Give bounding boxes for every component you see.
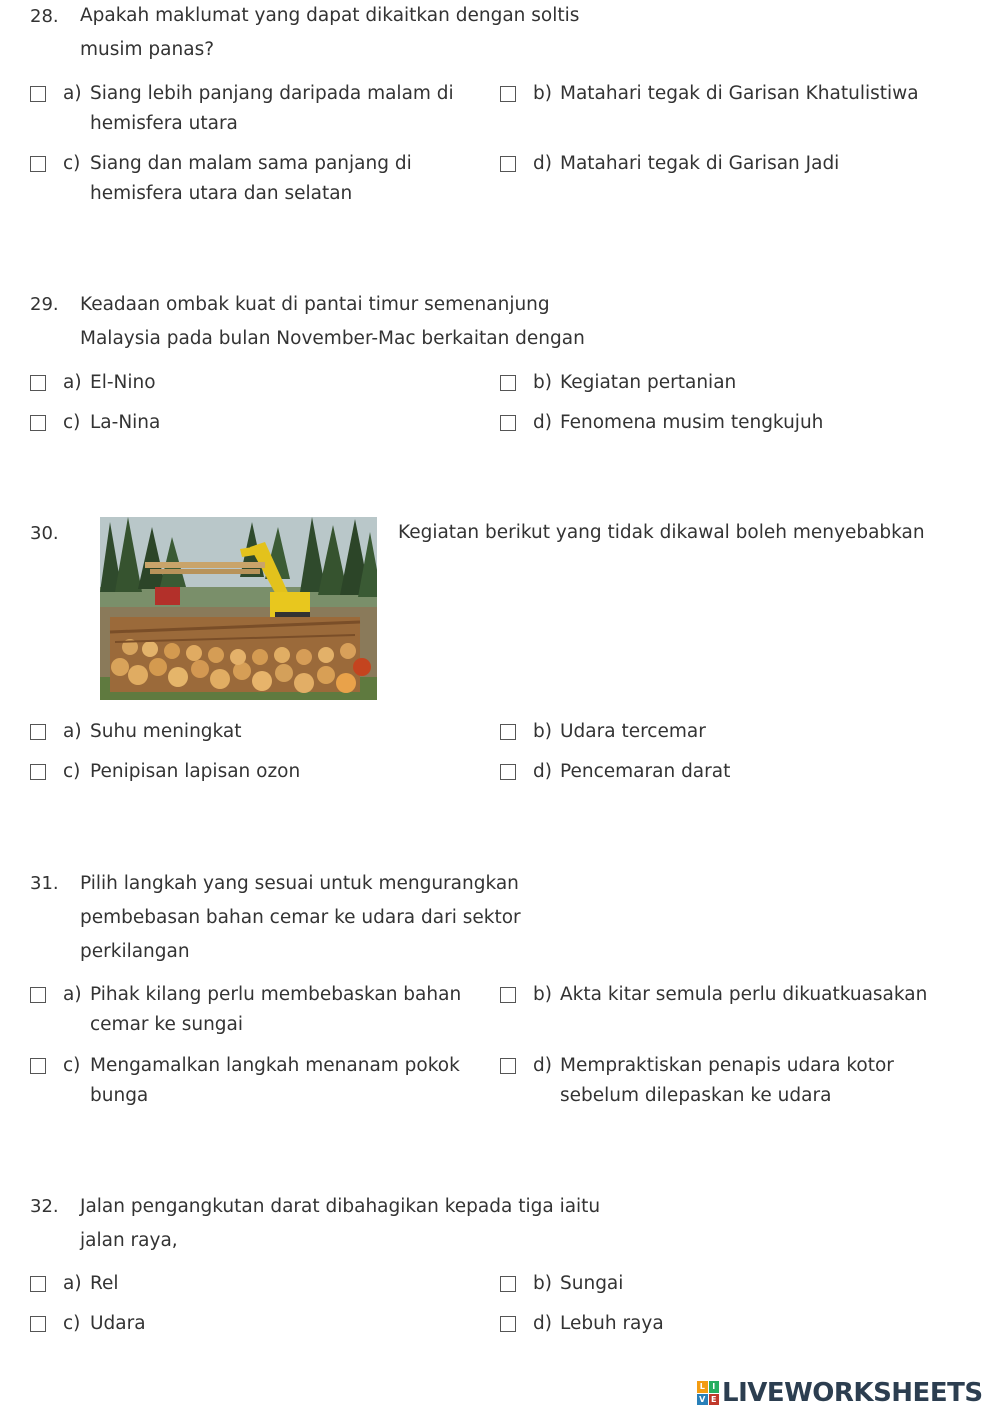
option-text: hemisfera utara dan selatan (90, 183, 353, 204)
logging-photo (100, 517, 377, 700)
question-number: 29. (30, 294, 59, 315)
option-text: Siang lebih panjang daripada malam di (90, 83, 454, 104)
question-text-line: Jalan pengangkutan darat dibahagikan kepada tiga iaitu (80, 1196, 601, 1217)
option-letter: c) (63, 761, 81, 782)
question-number: 31. (30, 873, 59, 894)
question-text-line: Pilih langkah yang sesuai untuk mengurangkan (80, 873, 519, 894)
option-letter: d) (533, 1313, 552, 1334)
option-letter: a) (63, 984, 82, 1005)
logo-text: LIVEWORKSHEETS (722, 1378, 983, 1408)
option-text: El-Nino (90, 372, 156, 393)
checkbox[interactable] (30, 86, 46, 102)
option-letter: b) (533, 372, 552, 393)
checkbox[interactable] (500, 724, 516, 740)
option-letter: a) (63, 1273, 82, 1294)
option-text: Mempraktiskan penapis udara kotor (560, 1055, 894, 1076)
option-text: Siang dan malam sama panjang di (90, 153, 412, 174)
option-text: Pihak kilang perlu membebaskan bahan (90, 984, 462, 1005)
option-text: bunga (90, 1085, 149, 1106)
liveworksheets-logo-icon (697, 1381, 719, 1405)
question-number: 30. (30, 523, 59, 544)
checkbox[interactable] (500, 1276, 516, 1292)
option-text: Matahari tegak di Garisan Jadi (560, 153, 840, 174)
question-text-line: Malaysia pada bulan November-Mac berkaitan dengan (80, 328, 585, 349)
question-text-line: musim panas? (80, 39, 215, 60)
question-text-line: perkilangan (80, 941, 190, 962)
option-letter: b) (533, 984, 552, 1005)
option-text: La-Nina (90, 412, 161, 433)
option-text: Lebuh raya (560, 1313, 664, 1334)
checkbox[interactable] (500, 156, 516, 172)
option-text: Kegiatan pertanian (560, 372, 737, 393)
option-letter: a) (63, 372, 82, 393)
checkbox[interactable] (30, 156, 46, 172)
logo-mark-letter: I (709, 1381, 720, 1393)
logo-mark-letter: L (697, 1381, 708, 1393)
option-letter: d) (533, 153, 552, 174)
checkbox[interactable] (30, 375, 46, 391)
option-text: Akta kitar semula perlu dikuatkuasakan (560, 984, 928, 1005)
checkbox[interactable] (30, 724, 46, 740)
option-letter: c) (63, 1055, 81, 1076)
option-text: Udara (90, 1313, 146, 1334)
option-text: Suhu meningkat (90, 721, 242, 742)
option-text: cemar ke sungai (90, 1014, 244, 1035)
checkbox[interactable] (500, 415, 516, 431)
option-letter: c) (63, 1313, 81, 1334)
checkbox[interactable] (500, 86, 516, 102)
option-letter: b) (533, 1273, 552, 1294)
logo-mark-letter: V (697, 1394, 708, 1406)
option-text: Sungai (560, 1273, 624, 1294)
checkbox[interactable] (30, 415, 46, 431)
option-letter: c) (63, 153, 81, 174)
question-text-line: jalan raya, (80, 1230, 178, 1251)
option-letter: d) (533, 761, 552, 782)
checkbox[interactable] (500, 1316, 516, 1332)
liveworksheets-logo[interactable] (697, 1377, 983, 1409)
question-text-line: Apakah maklumat yang dapat dikaitkan dengan soltis (80, 5, 580, 26)
option-letter: b) (533, 83, 552, 104)
checkbox[interactable] (30, 1058, 46, 1074)
option-text: Matahari tegak di Garisan Khatulistiwa (560, 83, 919, 104)
question-text-line: pembebasan bahan cemar ke udara dari sektor (80, 907, 521, 928)
checkbox[interactable] (500, 1058, 516, 1074)
option-letter: c) (63, 412, 81, 433)
question-text-line: Keadaan ombak kuat di pantai timur semenanjung (80, 294, 550, 315)
checkbox[interactable] (500, 375, 516, 391)
checkbox[interactable] (30, 1276, 46, 1292)
option-text: Fenomena musim tengkujuh (560, 412, 824, 433)
checkbox[interactable] (500, 764, 516, 780)
option-text: sebelum dilepaskan ke udara (560, 1085, 832, 1106)
checkbox[interactable] (30, 1316, 46, 1332)
question-number: 32. (30, 1196, 59, 1217)
option-text: Pencemaran darat (560, 761, 731, 782)
question-number: 28. (30, 6, 59, 27)
option-text: Rel (90, 1273, 119, 1294)
option-text: Mengamalkan langkah menanam pokok (90, 1055, 460, 1076)
checkbox[interactable] (500, 987, 516, 1003)
option-letter: a) (63, 721, 82, 742)
option-letter: b) (533, 721, 552, 742)
checkbox[interactable] (30, 987, 46, 1003)
option-letter: d) (533, 412, 552, 433)
checkbox[interactable] (30, 764, 46, 780)
option-text: Penipisan lapisan ozon (90, 761, 301, 782)
option-text: hemisfera utara (90, 113, 238, 134)
logo-mark-letter: E (709, 1394, 720, 1406)
option-text: Udara tercemar (560, 721, 706, 742)
question-text-line: Kegiatan berikut yang tidak dikawal boleh menyebabkan (398, 522, 925, 543)
option-letter: a) (63, 83, 82, 104)
option-letter: d) (533, 1055, 552, 1076)
